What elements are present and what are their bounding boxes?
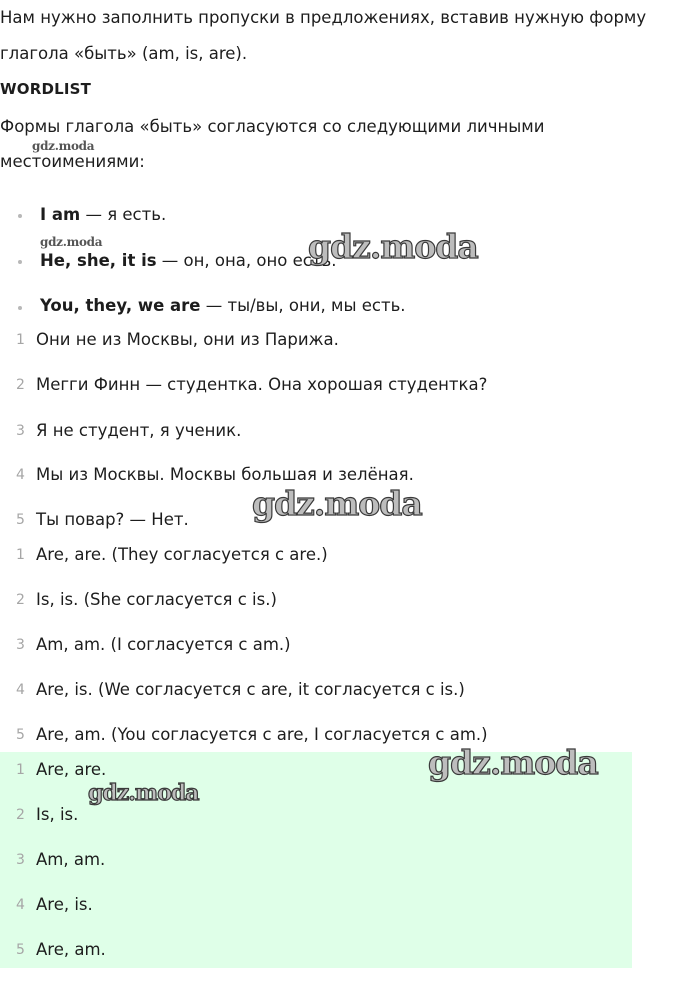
- translation-item: Мегги Финн — студентка. Она хорошая студентка?: [36, 375, 488, 394]
- list-number: 2: [16, 592, 25, 608]
- answer-item: Am, am.: [36, 850, 106, 869]
- translation-item: Они не из Москвы, они из Парижа.: [36, 330, 339, 349]
- answer-item: Is, is.: [36, 805, 79, 824]
- bullet-dot-icon: [18, 214, 22, 218]
- bullet-bold: I am: [40, 205, 81, 224]
- list-number: 4: [16, 467, 25, 483]
- watermark-logo: gdz.moda: [88, 780, 199, 806]
- watermark-small: gdz.moda: [32, 139, 95, 153]
- forms-line-2: местоимениями:: [0, 152, 145, 171]
- wordlist-heading: WORDLIST: [0, 80, 92, 98]
- explanation-item: Am, am. (I согласуется с am.): [36, 635, 291, 654]
- list-number: 5: [16, 512, 25, 528]
- bullet-bold: He, she, it is: [40, 251, 157, 270]
- bullet-rest: — ты/вы, они, мы есть.: [200, 296, 406, 315]
- list-number: 3: [16, 423, 25, 439]
- list-number: 4: [16, 897, 25, 913]
- explanation-item: Are, am. (You согласуется с are, I согласуется с am.): [36, 725, 488, 744]
- list-number: 5: [16, 942, 25, 958]
- watermark-logo: gdz.moda: [308, 227, 478, 266]
- answer-item: Are, am.: [36, 940, 106, 959]
- explanation-item: Are, is. (We согласуется с are, it согласуется с is.): [36, 680, 465, 699]
- list-number: 1: [16, 547, 25, 563]
- explanation-item: Are, are. (They согласуется с are.): [36, 545, 328, 564]
- bullet-dot-icon: [18, 306, 22, 310]
- list-number: 3: [16, 852, 25, 868]
- bullet-item: [40, 205, 166, 224]
- forms-line-1: Формы глагола «быть» согласуются со следующими личными: [0, 117, 545, 136]
- list-number: 1: [16, 762, 25, 778]
- intro-line-2: глагола «быть» (am, is, are).: [0, 44, 248, 63]
- translation-item: Я не студент, я ученик.: [36, 421, 242, 440]
- bullet-rest: — я есть.: [80, 205, 167, 224]
- list-number: 5: [16, 727, 25, 743]
- watermark-small: gdz.moda: [40, 235, 103, 249]
- list-number: 1: [16, 332, 25, 348]
- list-number: 4: [16, 682, 25, 698]
- list-number: 2: [16, 377, 25, 393]
- watermark-logo: gdz.moda: [252, 484, 422, 523]
- bullet-item: [40, 251, 336, 270]
- watermark-logo: gdz.moda: [428, 743, 598, 782]
- explanation-item: Is, is. (She согласуется с is.): [36, 590, 277, 609]
- list-number: 3: [16, 637, 25, 653]
- bullet-rest: — он, она, оно есть.: [156, 251, 337, 270]
- answer-item: Are, are.: [36, 760, 107, 779]
- list-number: 2: [16, 807, 25, 823]
- intro-line-1: Нам нужно заполнить пропуски в предложениях, вставив нужную форму: [0, 8, 647, 27]
- translation-item: Мы из Москвы. Москвы большая и зелёная.: [36, 465, 414, 484]
- bullet-bold: You, they, we are: [40, 296, 201, 315]
- answer-item: Are, is.: [36, 895, 93, 914]
- bullet-item: [40, 296, 406, 315]
- translation-item: Ты повар? — Нет.: [36, 510, 189, 529]
- bullet-dot-icon: [18, 260, 22, 264]
